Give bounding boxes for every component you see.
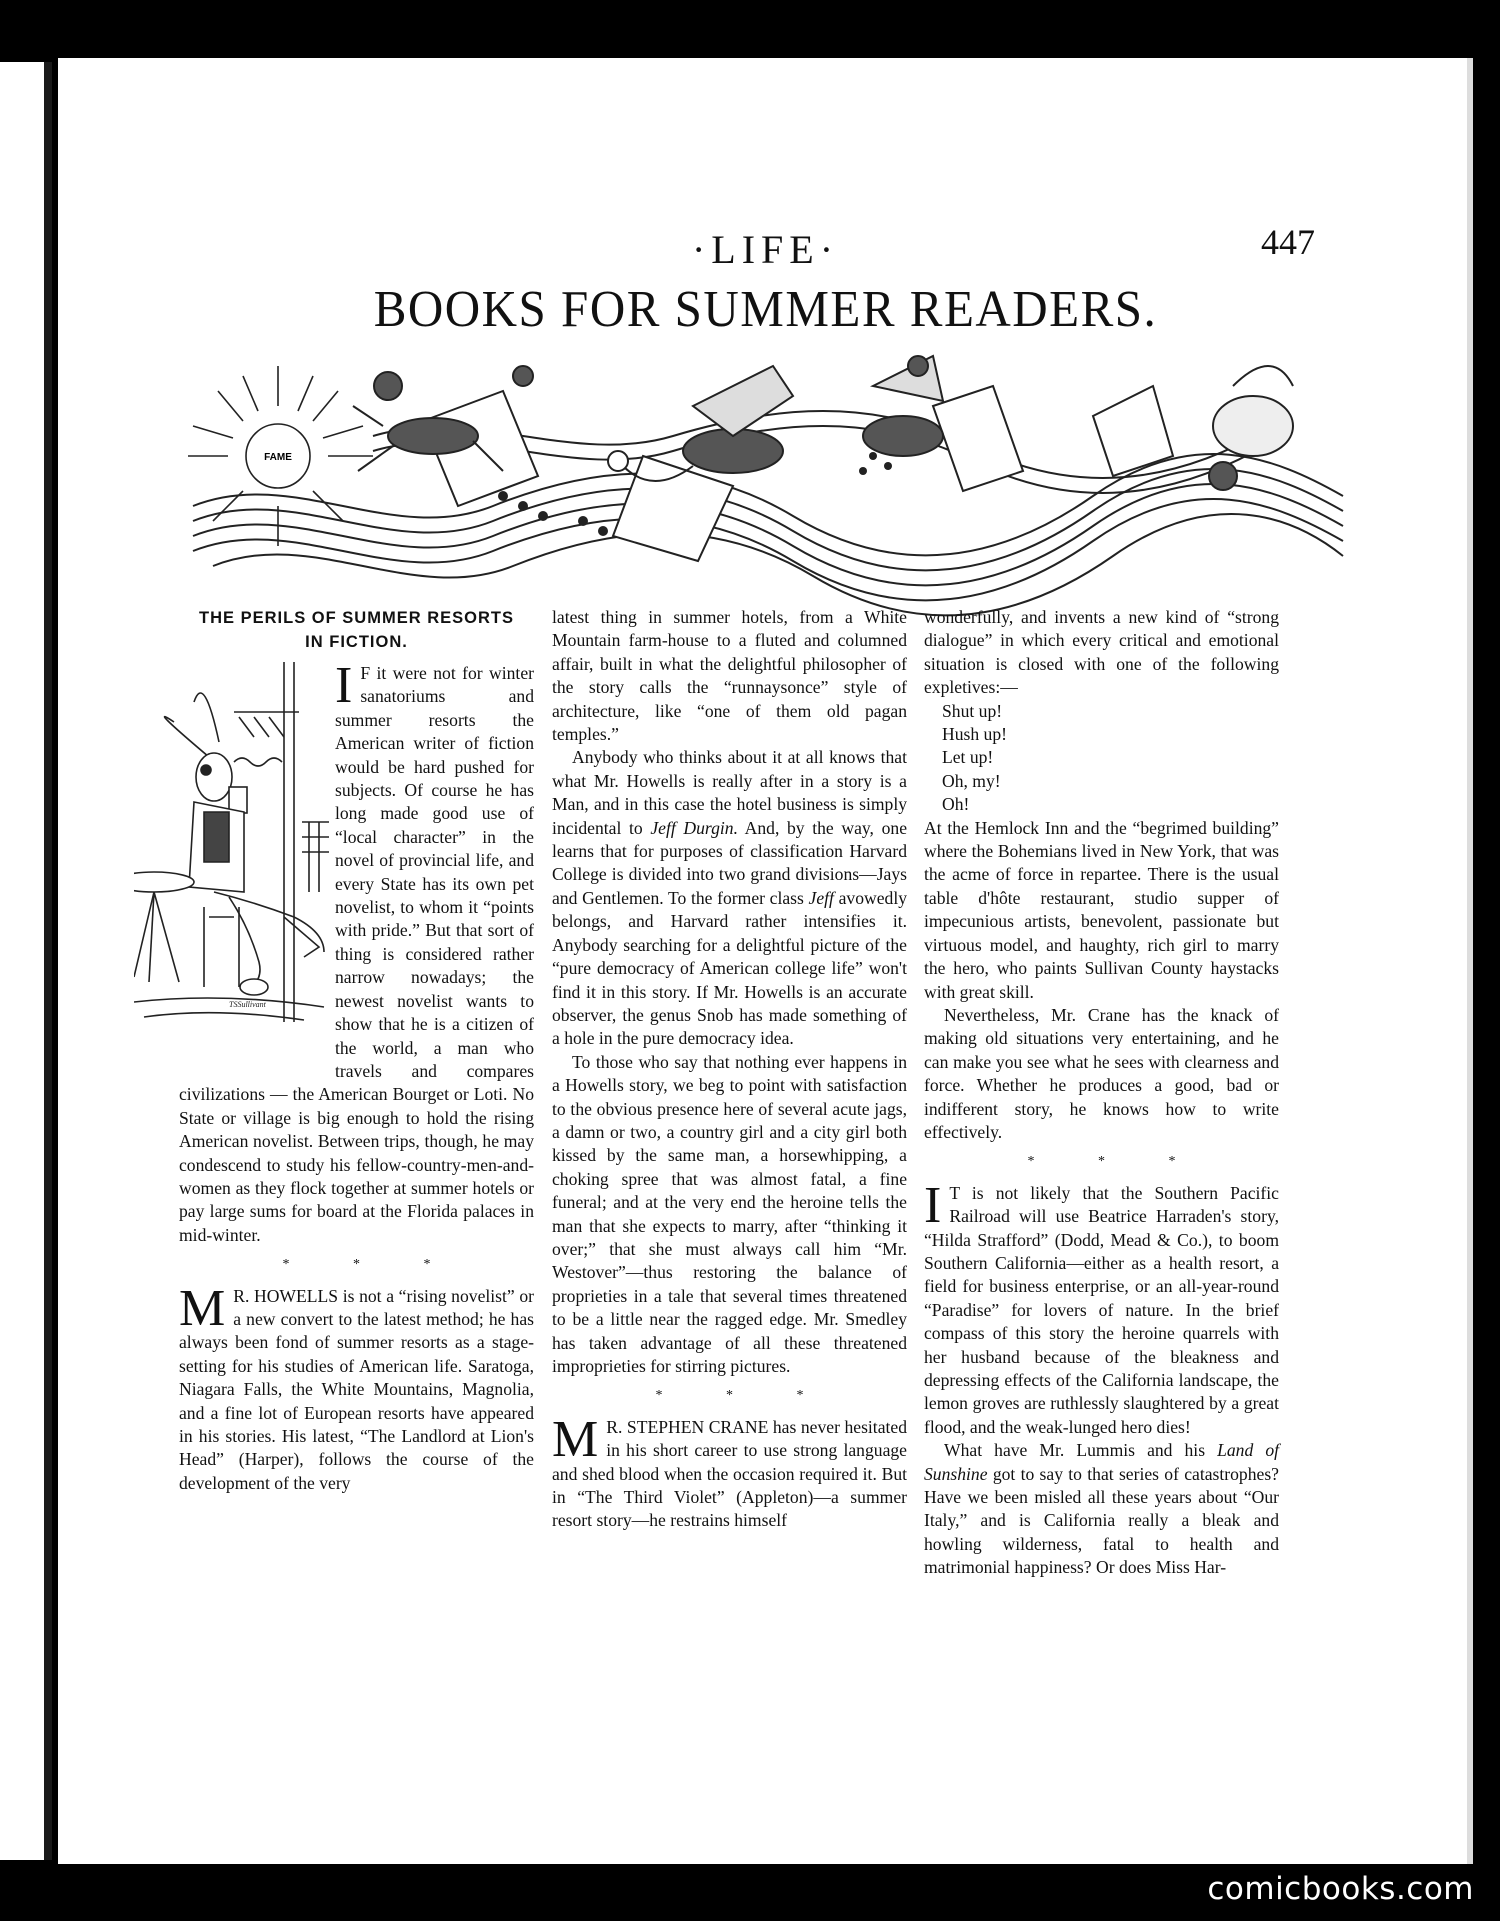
paragraph: wonderfully, and invents a new kind of “strong dialogue” in which every critical and emotional situation is closed with one of the following expletives:—	[924, 607, 1279, 698]
italic-title: Land of Sunshine	[924, 1440, 1279, 1484]
headline: BOOKS FOR SUMMER READERS.	[373, 279, 1158, 338]
drop-cap: M	[552, 1410, 599, 1468]
section-title-line-1: THE PERILS OF SUMMER RESORTS	[199, 609, 514, 627]
paragraph-text: F it were not for winter sanatoriums and summer resorts the American writer of fiction would be hard pushed for subjects. Of course he has long made good use of “local character” in the novel of provincial life, and every State has its own pet novelist, to whom it “points with pride.” But that sort of thing is considered rather narrow nowadays; the newest novelist wants to show that he is a citizen of the world, a man who travels and compares civilizations — the American Bourget or Loti. No State or village is big enough to hold the rising American novelist. Between trips, though, he may condescend to study his fellow-country-men-and-women as they flock together at summer hotels or pay large sums for board at the Florida palaces in mid-winter.	[179, 663, 534, 1245]
paragraph-text: Anybody who thinks about it at all knows that what Mr. Howells is really after in a story is a Man, and in this case the hotel business is simply incidental to	[552, 747, 907, 838]
artist-signature: TSSullivant	[229, 1000, 266, 1009]
paragraph	[179, 1279, 534, 1496]
paragraph-text: What have Mr. Lummis and his	[944, 1440, 1218, 1461]
expletive: Hush up!	[942, 724, 1007, 745]
paragraph	[552, 1410, 907, 1533]
paragraph	[552, 746, 907, 1050]
expletive: Oh, my!	[942, 770, 1001, 791]
paragraph-text: T is not likely that the Southern Pacific Railroad will use Beatrice Harraden's story, “Hilda Strafford” (Dodd, Mead & Co.), to boom Southern California—either as a health resort, a field for business enterprise, or an all-year-round “Paradise” for lovers of nature. In the brief compass of this story the heroine quarrels with her husband because of the bleakness and depressing effects of the California landscape, the lemon groves are ruthlessly slaughtered by a great flood, and the weak-lunged hero dies!	[924, 1182, 1279, 1437]
italic-name: Jeff Durgin.	[650, 817, 738, 838]
grasshopper-illustration	[134, 662, 329, 1080]
section-divider: * * *	[655, 1388, 834, 1404]
paragraph-text: R. STEPHEN CRANE has never hesitated in his short career to use strong language and shed blood when the occasion required it. But in “The Third Violet” (Appleton)—a summer resort story—he restrains himself	[552, 1416, 907, 1531]
section-divider: * * *	[282, 1257, 461, 1273]
expletive-list	[942, 700, 1279, 817]
column-1	[179, 606, 534, 1495]
expletive: Let up!	[942, 747, 994, 768]
sun-label: FAME	[264, 452, 292, 463]
watermark: comicbooks.com	[1207, 1871, 1474, 1907]
column-3	[924, 606, 1279, 1580]
page-number: 447	[1261, 222, 1315, 262]
section-divider: * * *	[1027, 1154, 1206, 1170]
paragraph-text: R. HOWELLS is not a “rising novelist” or a new convert to the latest method; he has always been fond of summer resorts as a stage-setting for his studies of American life. Saratoga, Niagara Falls, the White Mountains, Magnolia, and a fine lot of European resorts have appeared in his stories. His latest, “The Landlord at Lion's Head” (Harper), follows the course of the development of the very	[179, 1285, 534, 1493]
section-title-line-2: IN FICTION.	[305, 633, 408, 651]
grasshopper-svg	[134, 662, 329, 1080]
drop-cap: M	[179, 1279, 226, 1337]
paragraph-text: And, by the way, one learns that for purposes of classification Harvard College is divided into two grand divisions—Jays and Gentlemen. To the former class	[552, 817, 908, 908]
expletive: Shut up!	[942, 700, 1003, 721]
paragraph	[924, 1439, 1279, 1579]
magazine-page	[58, 58, 1473, 1864]
column-2	[552, 606, 907, 1533]
paragraph	[924, 1176, 1279, 1439]
drop-cap: I	[924, 1176, 942, 1234]
page-gutter	[44, 62, 52, 1860]
italic-name: Jeff	[808, 887, 834, 908]
paragraph: To those who say that nothing ever happens in a Howells story, we beg to point with satisfaction to the obvious presence here of several acute jags, a damn or two, a country girl and a city girl both kissed by the same man, a horsewhipping, a choking spree that was almost fatal, a fine funeral; and at the very end the heroine tells the man that she expects to marry, after “thinking it over;” that she must always call him “Mr. Westover”—thus restoring the balance of proprieties in a tale that several times threatened to be a little near the ragged edge. Mr. Smedley has taken advantage of all these threatened improprieties for stirring pictures.	[552, 1051, 907, 1376]
paragraph: Nevertheless, Mr. Crane has the knack of making old situations very entertaining, and he can make you see what he sees with clearness and force. Whether he produces a good, bad or indifferent story, he knows how to write effectively.	[924, 1004, 1279, 1142]
masthead: ·LIFE·	[691, 227, 840, 272]
section-title	[179, 606, 534, 654]
paragraph-text: avowedly belongs, and Harvard rather intensifies it. Anybody searching for a delightful picture of the “pure democracy of American college life” won't find it in this story. If Mr. Howells is an accurate observer, the genus Snob has made something of a hole in the pure democracy idea.	[552, 887, 907, 1049]
paragraph: latest thing in summer hotels, from a White Mountain farm-house to a fluted and columned affair, built in what the delightful philosopher of the story calls the “runnaysonce” style of architecture, like “one of them old pagan temples.”	[552, 607, 907, 745]
expletive: Oh!	[942, 794, 970, 815]
paragraph-text: got to say to that series of catastrophes? Have we been misled all these years about “Our Italy,” and is California really a bleak and howling wilderness, fatal to health and matrimonial happiness? Or does Miss Har-	[924, 1463, 1279, 1578]
paragraph: At the Hemlock Inn and the “begrimed building” where the Bohemians lived in New York, that was the acme of force in repartee. There is the usual table d'hôte restaurant, studio supper of impecunious artists, benevolent, passionate but virtuous model, and haughty, rich girl to marry the hero, who paints Sullivan County haystacks with great skill.	[924, 817, 1279, 1002]
left-page-edge	[0, 62, 50, 1860]
drop-cap: I	[335, 657, 353, 714]
